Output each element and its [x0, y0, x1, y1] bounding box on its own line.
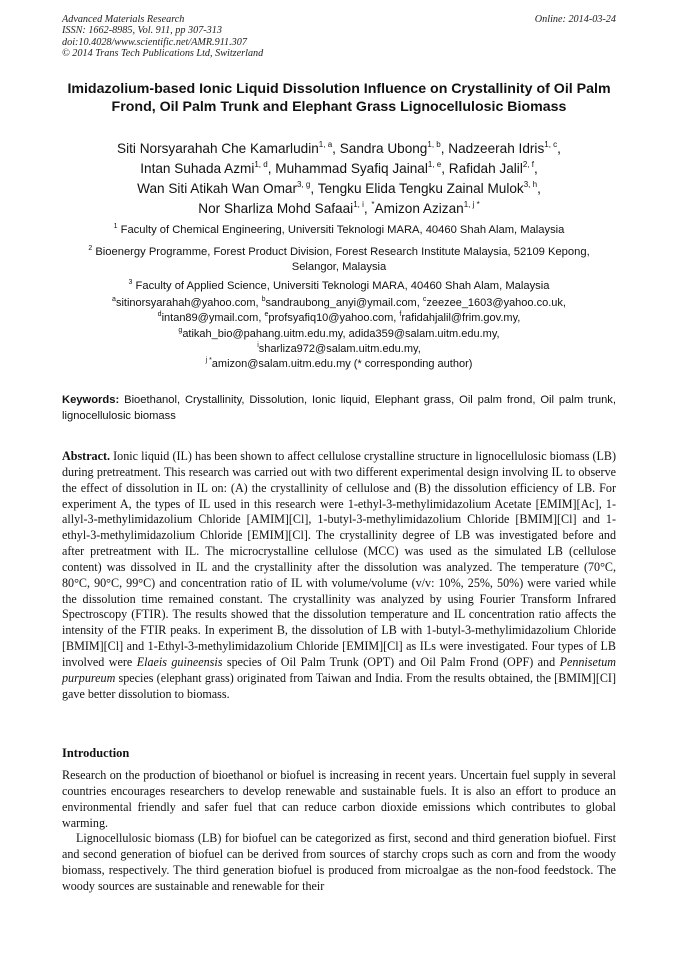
author-name: Rafidah Jalil	[448, 161, 523, 176]
affiliation-text: Bioenergy Programme, Forest Product Division, Forest Research Institute Malaysia, 52109 Kepong, Selangor, Malaysia	[95, 246, 590, 273]
author-sup: 1, j *	[463, 200, 480, 209]
abstract-text: species (elephant grass) originated from Taiwan and India. From the results obtained, the [BMIM][CI] gave better dissolution to biomass.	[62, 670, 616, 701]
species-name: Pennisetum purpureum	[62, 654, 616, 685]
email-link[interactable]: amizon@salam.uitm.edu.my (* corresponding author)	[211, 358, 473, 371]
email-link[interactable]: intan89@ymail.com,	[161, 312, 262, 325]
copyright-line: © 2014 Trans Tech Publications Ltd, Switzerland	[62, 48, 264, 60]
introduction-body	[62, 768, 616, 895]
online-date: Online: 2014-03-24	[534, 14, 616, 25]
affiliation-text: Faculty of Applied Science, Universiti Teknologi MARA, 40460 Shah Alam, Malaysia	[135, 280, 550, 292]
paragraph: Lignocellulosic biomass (LB) for biofuel can be categorized as first, second and third generation biofuel. First and second generation of biofuel can be derived from sources of starchy crops such as corn and from the woody biomass, respectively. The third generation biofuel is produced from microalgae as the non-food feedstock. The woody sources are sustainable and renewable for their	[62, 831, 616, 893]
author-sup: 3, g	[297, 180, 311, 189]
author-emails: $^a$sitinorsyarahah@yahoo.com, $^b$sandraubong_anyi@ymail.com, $^c$zeezee_1603@yahoo.co.uk, $^d$intan89@ymail.com, $^e$profsyafiq10@yahoo.com, $^f$rafidahjalil@frim.gov.my, $^g$atikah_bio@pahang.uitm.edu.my, adida359@salam.uitm.edu.my, $^i$sharliza972@salam.uitm.edu.my, $^{j *}$amizon@salam.uitm.edu.my (* corresponding author)	[112, 296, 566, 371]
species-name: Elaeis guineensis	[136, 654, 223, 669]
affiliation	[62, 223, 616, 238]
issn-line: ISSN: 1662-8985, Vol. 911, pp 307-313	[62, 25, 222, 37]
author-list: Siti Norsyarahah Che Kamarludin$^{1, a}$, Sandra Ubong$^{1, b}$, Nadzeerah Idris$^{1, c}$, Intan Suhada Azmi$^{1, d}$, Muhammad Syafiq Jainal$^{1, e}$, Rafidah Jalil$^{2, f}$, Wan Siti Atikah Wan Omar$^{3, g}$, Tengku Elida Tengku Zainal Mulok$^{3, h}$, Nor Sharliza Mohd Safaai$^{1, i}$, *Amizon Azizan$^{1, j *}$	[117, 140, 561, 216]
abstract-text: species of Oil Palm Trunk (OPT) and Oil Palm Frond (OPF) and	[226, 654, 556, 669]
affiliation-number: 1	[113, 223, 118, 230]
email-link[interactable]: atikah_bio@pahang.uitm.edu.my, adida359@salam.uitm.edu.my,	[182, 327, 500, 340]
author-name: Nor Sharliza Mohd Safaai	[198, 201, 354, 216]
affiliation-number: 2	[88, 245, 93, 252]
author-name: Wan Siti Atikah Wan Omar	[137, 181, 298, 196]
keywords-text: Bioethanol, Crystallinity, Dissolution, Ionic liquid, Elephant grass, Oil palm frond, Oil palm trunk, lignocellulosic biomass	[62, 394, 617, 422]
email-link[interactable]: zeezee_1603@yahoo.co.uk,	[426, 297, 566, 309]
email-link[interactable]: sharliza972@salam.uitm.edu.my,	[258, 342, 421, 355]
author-sup: 1, c	[544, 140, 558, 149]
affiliation-text: Faculty of Chemical Engineering, Universiti Teknologi MARA, 40460 Shah Alam, Malaysia	[120, 224, 565, 236]
author-sup: 2, f	[522, 160, 534, 169]
affiliation	[62, 245, 616, 275]
journal-header	[62, 14, 616, 60]
author-name: Nadzeerah Idris	[448, 141, 545, 156]
email-link[interactable]: profsyafiq10@yahoo.com,	[268, 312, 397, 325]
author-name: Tengku Elida Tengku Zainal Mulok	[317, 181, 524, 196]
author-name: Siti Norsyarahah Che Kamarludin	[117, 141, 319, 156]
paragraph: Research on the production of bioethanol or biofuel is increasing in recent years. Uncertain fuel supply in several countries encourages researchers to develop renewable and sustainable fuels. It is also an effort to produce an environmental friendly and safer fuel that can reduce carbon dioxide emissions which contributes to global warming.	[62, 768, 616, 830]
affiliation-number: 3	[128, 279, 133, 286]
author-sup: 1, e	[427, 160, 442, 169]
author-name: Intan Suhada Azmi	[140, 161, 255, 176]
abstract-block	[62, 449, 616, 703]
author-sup: 1, d	[254, 160, 268, 169]
email-link[interactable]: sandraubong_anyi@ymail.com,	[265, 297, 420, 309]
paper-title: Imidazolium-based Ionic Liquid Dissolution Influence on Crystallinity of Oil Palm Frond, Oil Palm Trunk and Elephant Grass Lignocellulosic Biomass	[67, 81, 611, 115]
keywords-block	[62, 393, 616, 424]
author-name: Muhammad Syafiq Jainal	[275, 161, 428, 176]
author-sup: 1, i	[353, 200, 364, 209]
corresponding-mark: *	[371, 200, 375, 209]
keywords-label: Keywords:	[62, 394, 120, 406]
email-link[interactable]: sitinorsyarahah@yahoo.com,	[115, 297, 259, 309]
affiliation	[62, 279, 616, 294]
author-name: Sandra Ubong	[339, 141, 428, 156]
section-heading: Introduction	[62, 746, 130, 760]
journal-name: Advanced Materials Research	[62, 14, 185, 25]
abstract-label: Abstract.	[62, 449, 111, 463]
email-link[interactable]: rafidahjalil@frim.gov.my,	[401, 312, 521, 325]
author-sup: 1, a	[318, 140, 333, 149]
doi-line: doi:10.4028/www.scientific.net/AMR.911.307	[62, 36, 247, 48]
author-sup: 1, b	[427, 140, 441, 149]
author-sup: 3, h	[523, 180, 538, 189]
abstract-text: Ionic liquid (IL) has been shown to affect cellulose crystalline structure in lignocellulosic biomass (LB) during pretreatment. This research was carried out with two different experimental design involving IL to observe the effect of dissolution in IL on: (A) the crystallinity of cellulose and (B) the dissolution efficiency of LB. For experiment A, the types of IL used in this research were 1-ethyl-3-methylimidazolium Acetate [EMIM][Ac], 1-allyl-3-methylimidazolium Chloride [AMIM][Cl], 1-butyl-3-methylimidazolium Chloride [BMIM][Cl] and 1-ethyl-3-methylimidazolium Chloride [EMIM][Cl]. The crystallinity degree of LB was investigated before and after pretreatment with IL. The microcrystalline cellulose (MCC) was used as the simulated LB (cellulose content) was dissolved in IL and the crystallinity after the dissolution was analyzed. The temperature (70°C, 80°C, 90°C, 99°C) and concentration ratio of IL with volume/volume (v/v: 10%, 25%, 50%) were varied while the dissolution time remained constant. The crystallinity was analyzed by using Fourier Transform Infrared Spectroscopy (FTIR). The results showed that the dissolution temperature and IL concentration ratio affects the intensity of the FTIR peaks. In experiment B, the dissolution of LB with 1-butyl-3-methylimidazolium Chloride [BMIM][Cl] and 1-Ethyl-3-methylimidazolium Chloride [EMIM][Cl] as ILs were investigated. Four types of LB involved were	[62, 449, 616, 669]
author-name: Amizon Azizan	[374, 201, 464, 216]
